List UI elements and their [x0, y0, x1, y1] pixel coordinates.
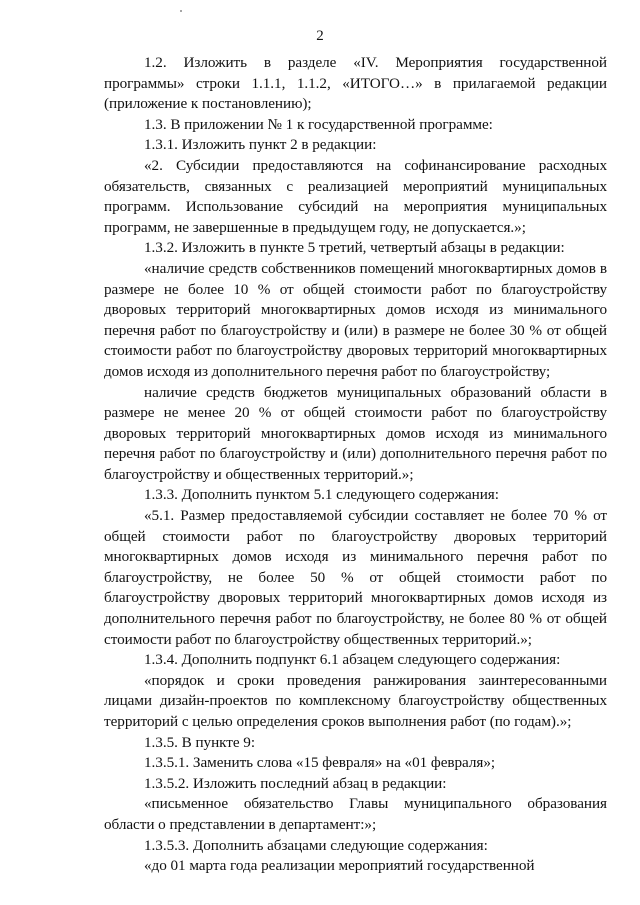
- paragraph: «до 01 марта года реализации мероприятий государственной: [144, 857, 535, 875]
- paragraph: 1.3.5.1. Заменить слова «15 февраля» на «01 февраля»;: [144, 754, 496, 772]
- paragraph: 1.3. В приложении № 1 к государственной программе:: [144, 115, 493, 133]
- paragraph: «5.1. Размер предоставляемой субсидии составляет не более 70 % от общей стоимости работ по благоустройству дворовых территорий многоквартирных домов исходя из минимального перечня работ по благоустройству, не более 50 % от общей стоимости работ по благоустройству дворовых территорий многоквартирных домов исходя из дополнительного перечня работ по благоустройству, не более 80 % от общей стоимости работ по благоустройству общественных территорий.»;: [104, 507, 607, 648]
- paragraph: 1.3.2. Изложить в пункте 5 третий, четвертый абзацы в редакции:: [144, 239, 565, 257]
- paragraph: 1.2. Изложить в разделе «IV. Мероприятия государственной программы» строки 1.1.1, 1.1.2, «ИТОГО…» в прилагаемой редакции (приложение к постановлению);: [104, 54, 607, 113]
- scan-speck: [180, 10, 182, 12]
- paragraph: 1.3.5. В пункте 9:: [144, 733, 256, 751]
- paragraph: 1.3.4. Дополнить подпункт 6.1 абзацем следующего содержания:: [144, 651, 561, 669]
- paragraph: «письменное обязательство Главы муниципального образования области о представлении в департамент:»;: [104, 795, 607, 833]
- document-body: [104, 53, 607, 877]
- paragraph: «наличие средств собственников помещений многоквартирных домов в размере не более 10 % от общей стоимости работ по благоустройству дворовых территорий многоквартирных домов исходя из минимального перечня работ по благоустройству и (или) в размере не более 30 % от общей стоимости работ по благоустройству дворовых территорий многоквартирных домов исходя из дополнительного перечня работ по благоустройству;: [104, 259, 607, 380]
- paragraph: «порядок и сроки проведения ранжирования заинтересованными лицами дизайн-проектов по комплексному благоустройству общественных территорий с целью определения сроков выполнения работ (по годам).»;: [104, 671, 607, 730]
- paragraph: 1.3.3. Дополнить пунктом 5.1 следующего содержания:: [144, 486, 499, 504]
- paragraph: «2. Субсидии предоставляются на софинансирование расходных обязательств, связанных с реализацией мероприятий муниципальных программ. Использование субсидий на мероприятия муниципальных программ, не завершенные в предыдущем году, не допускается.»;: [104, 156, 607, 236]
- paragraph: наличие средств бюджетов муниципальных образований области в размере не менее 20 % от общей стоимости работ по благоустройству дворовых территорий многоквартирных домов исходя из минимального перечня работ по благоустройству и (или) дополнительного перечня работ по благоустройству и общественных территорий.»;: [104, 383, 607, 483]
- paragraph: 1.3.5.3. Дополнить абзацами следующие содержания:: [144, 836, 488, 854]
- paragraph: 1.3.5.2. Изложить последний абзац в редакции:: [144, 774, 447, 792]
- paragraph: 1.3.1. Изложить пункт 2 в редакции:: [144, 136, 377, 154]
- page-number: 2: [316, 28, 324, 44]
